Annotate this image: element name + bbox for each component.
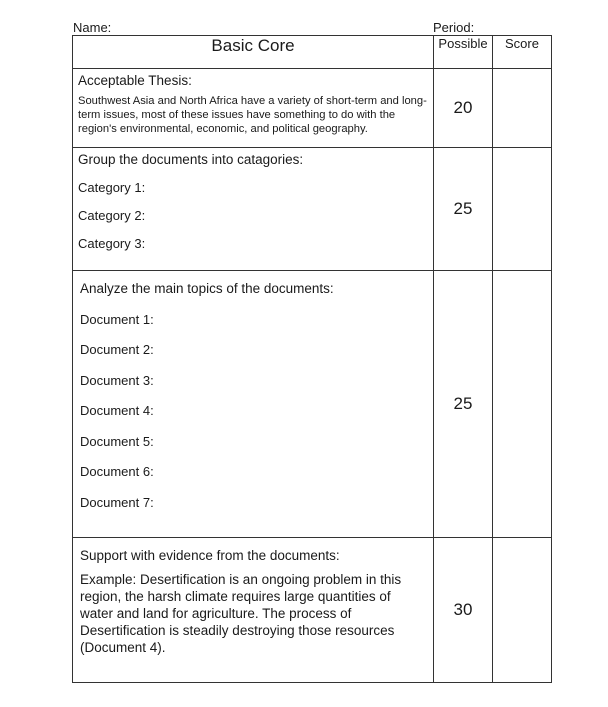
- score-cell[interactable]: [493, 148, 552, 271]
- documents-cell: [73, 271, 434, 538]
- category-item: Category 2:: [78, 208, 146, 223]
- document-item: Document 3:: [80, 372, 154, 388]
- table-title: Basic Core: [73, 36, 434, 69]
- evidence-example-text: Example: Desertification is an ongoing problem in this region, the harsh climate requires large quantities of water and land for agriculture. The process of Desertification is steadily destroying those resources (Document 4).: [80, 572, 402, 655]
- document-item: Document 5:: [80, 433, 154, 449]
- document-item: Document 2:: [80, 342, 154, 357]
- rubric-row-thesis: [73, 69, 552, 148]
- thesis-cell: [73, 69, 434, 148]
- possible-points: 25: [434, 271, 493, 538]
- document-item: Document 7:: [80, 494, 154, 510]
- thesis-text: Southwest Asia and North Africa have a variety of short-term and long-term issues, most of these issues have something to do with the region's environmental, economic, and political geography.: [78, 95, 427, 135]
- rubric-row-evidence: [73, 538, 552, 683]
- document-item: Document 6:: [80, 464, 154, 479]
- evidence-cell: [73, 538, 434, 683]
- categories-title: Group the documents into catagories:: [78, 152, 304, 167]
- documents-title: Analyze the main topics of the documents:: [80, 281, 334, 296]
- categories-cell: [73, 148, 434, 271]
- score-cell[interactable]: [493, 271, 552, 538]
- document-item: Document 4:: [80, 403, 154, 418]
- column-header-score: Score: [493, 36, 552, 69]
- period-label: Period:: [433, 20, 475, 35]
- possible-points: 30: [434, 538, 493, 683]
- name-label: Name:: [73, 20, 112, 35]
- category-item: Category 1:: [78, 180, 146, 195]
- possible-points: 20: [434, 69, 493, 148]
- score-cell[interactable]: [493, 69, 552, 148]
- table-header-row: [73, 36, 552, 69]
- rubric-row-documents: [73, 271, 552, 538]
- score-cell[interactable]: [493, 538, 552, 683]
- possible-points: 25: [434, 148, 493, 271]
- document-item: Document 1:: [80, 311, 154, 327]
- thesis-title: Acceptable Thesis:: [78, 73, 192, 88]
- evidence-title: Support with evidence from the documents:: [80, 548, 340, 563]
- category-item: Category 3:: [78, 236, 146, 251]
- rubric-table: [72, 35, 552, 683]
- rubric-row-categories: [73, 148, 552, 271]
- column-header-possible: Possible: [434, 36, 493, 69]
